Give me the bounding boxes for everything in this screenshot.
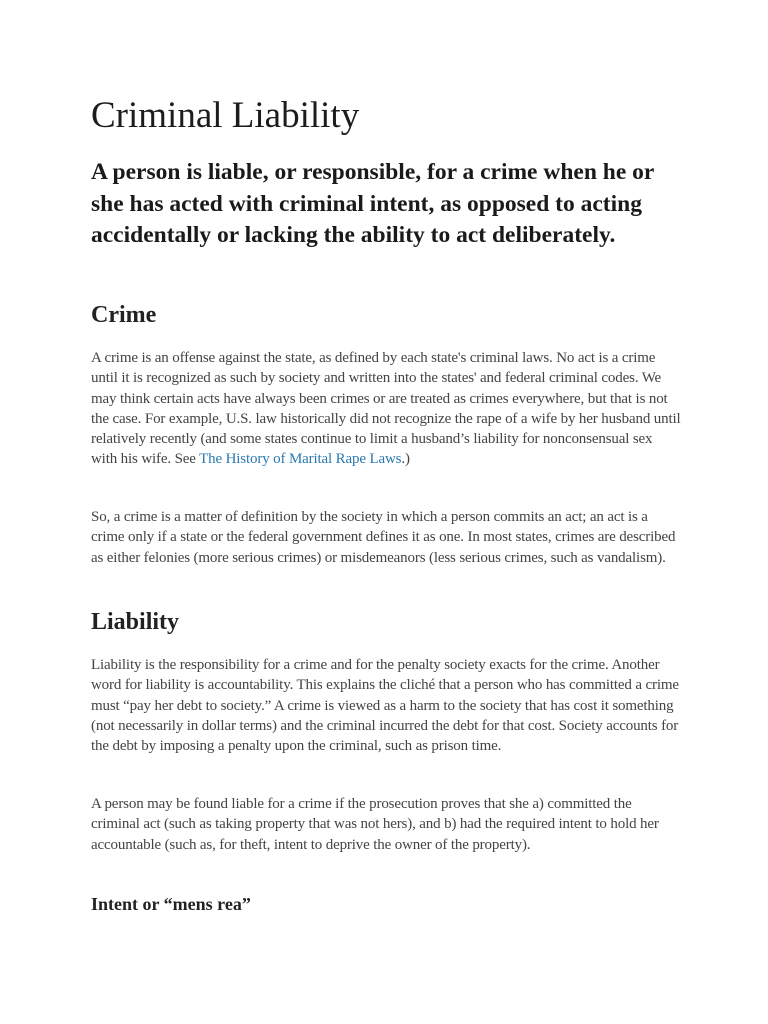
- lead-paragraph: A person is liable, or responsible, for a crime when he or she has acted with criminal intent, as opposed to acting accidentally or lacking the ability to act deliberately.: [91, 159, 654, 248]
- page-title: Criminal Liability: [91, 95, 360, 136]
- liability-heading: Liability: [91, 609, 180, 635]
- intent-heading: Intent or “mens rea”: [91, 894, 251, 914]
- crime-paragraph-1-text: A crime is an offense against the state, as defined by each state's criminal laws. No act is a crime until it is recognized as such by society and written into the states' and federal criminal codes. We may think certain acts have always been crimes or are treated as crimes everywhere, but that is not the case. For example, U.S. law historically did not recognize the rape of a wife by her husband until relatively recently (and some states continue to limit a husband’s liability for nonconsensual sex with his wife. See: [91, 350, 681, 468]
- liability-paragraph-2: A person may be found liable for a crime if the prosecution proves that she a) committed the criminal act (such as taking property that was not hers), and b) had the required intent to hold her accountable (such as, for theft, intent to deprive the owner of the property).: [91, 796, 659, 853]
- crime-paragraph-1-end: .): [401, 451, 410, 468]
- crime-paragraph-2: So, a crime is a matter of definition by the society in which a person commits an act; an act is a crime only if a state or the federal government defines it as one. In most states, crimes are described as either felonies (more serious crimes) or misdemeanors (less serious crimes, such as vandalism).: [91, 509, 676, 566]
- crime-heading: Crime: [91, 302, 157, 328]
- marital-rape-laws-link[interactable]: The History of Marital Rape Laws: [199, 451, 402, 468]
- liability-paragraph-1: Liability is the responsibility for a crime and for the penalty society exacts for the crime. Another word for liability is accountability. This explains the cliché that a person who has committed a crime must “pay her debt to society.” A crime is viewed as a harm to the society that has cost it something (not necessarily in dollar terms) and the criminal incurred the debt for that cost. Society accounts for the debt by imposing a penalty upon the criminal, such as prison time.: [91, 657, 679, 755]
- crime-paragraph-1: [91, 348, 681, 470]
